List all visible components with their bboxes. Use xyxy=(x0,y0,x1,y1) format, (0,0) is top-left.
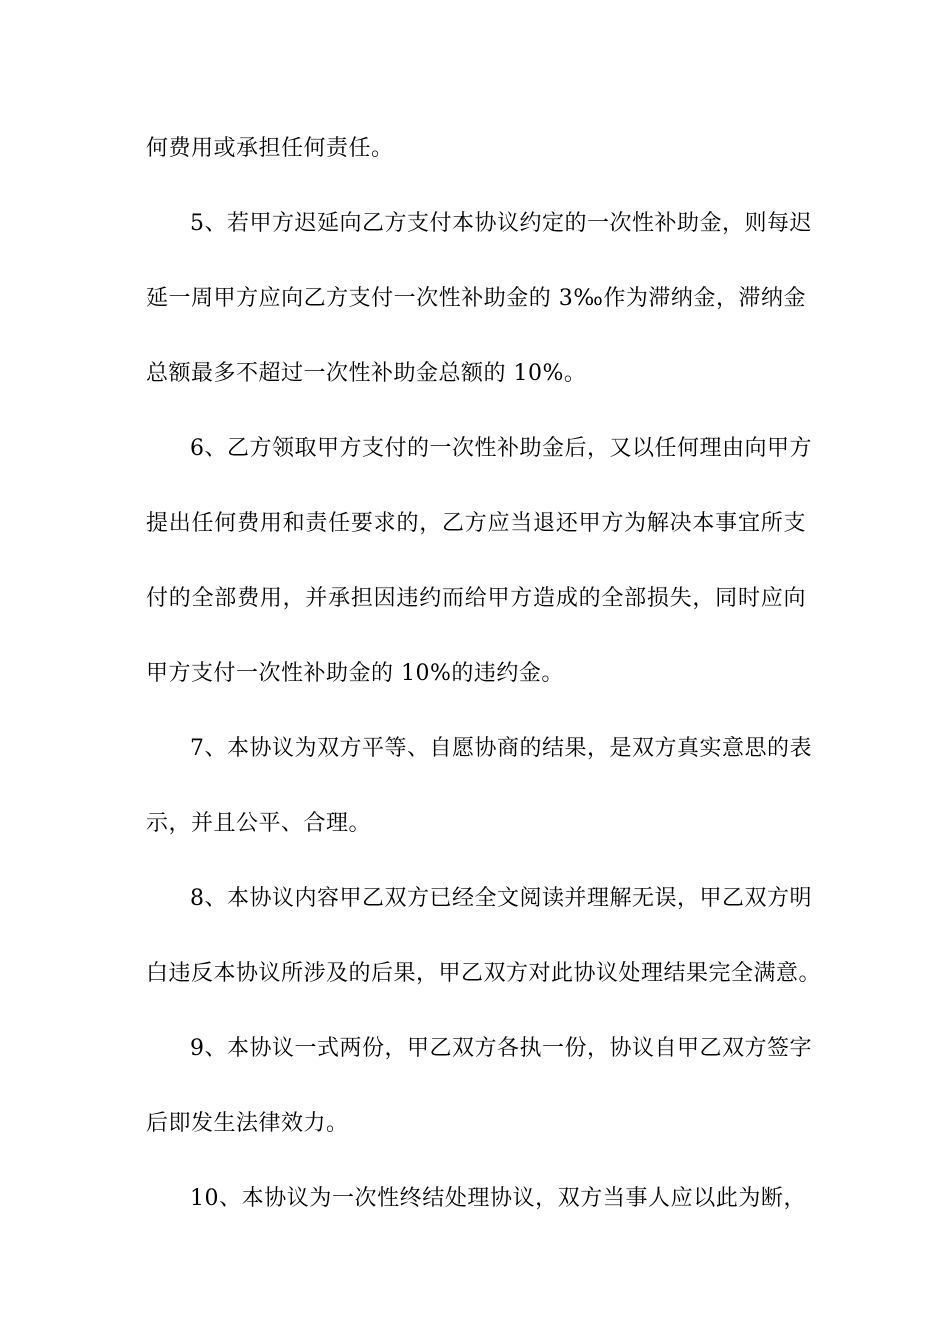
text-line: 9、本协议一式两份，甲乙双方各执一份，协议自甲乙双方签字 xyxy=(190,1036,812,1061)
text-line: 8、本协议内容甲乙双方已经全文阅读并理解无误，甲乙双方明 xyxy=(190,886,812,911)
text-line: 付的全部费用，并承担因违约而给甲方造成的全部损失，同时应向 xyxy=(146,586,806,611)
text-line: 白违反本协议所涉及的后果，甲乙双方对此协议处理结果完全满意。 xyxy=(146,961,822,986)
text-line: 10、本协议为一次性终结处理协议，双方当事人应以此为断， xyxy=(190,1186,806,1211)
text-line: 提出任何费用和责任要求的，乙方应当退还甲方为解决本事宜所支 xyxy=(146,511,806,536)
text-line: 5、若甲方迟延向乙方支付本协议约定的一次性补助金，则每迟 xyxy=(190,211,812,236)
text-line: 总额最多不超过一次性补助金总额的 10%。 xyxy=(146,361,587,386)
text-line: 7、本协议为双方平等、自愿协商的结果，是双方真实意思的表 xyxy=(190,736,812,761)
text-line: 6、乙方领取甲方支付的一次性补助金后，又以任何理由向甲方 xyxy=(190,436,812,461)
text-line: 示，并且公平、合理。 xyxy=(146,811,372,836)
text-line: 何费用或承担任何责任。 xyxy=(146,136,394,161)
text-line: 后即发生法律效力。 xyxy=(146,1111,349,1136)
text-line: 延一周甲方应向乙方支付一次性补助金的 3‰作为滞纳金，滞纳金 xyxy=(146,286,806,311)
text-line: 甲方支付一次性补助金的 10%的违约金。 xyxy=(146,661,564,686)
